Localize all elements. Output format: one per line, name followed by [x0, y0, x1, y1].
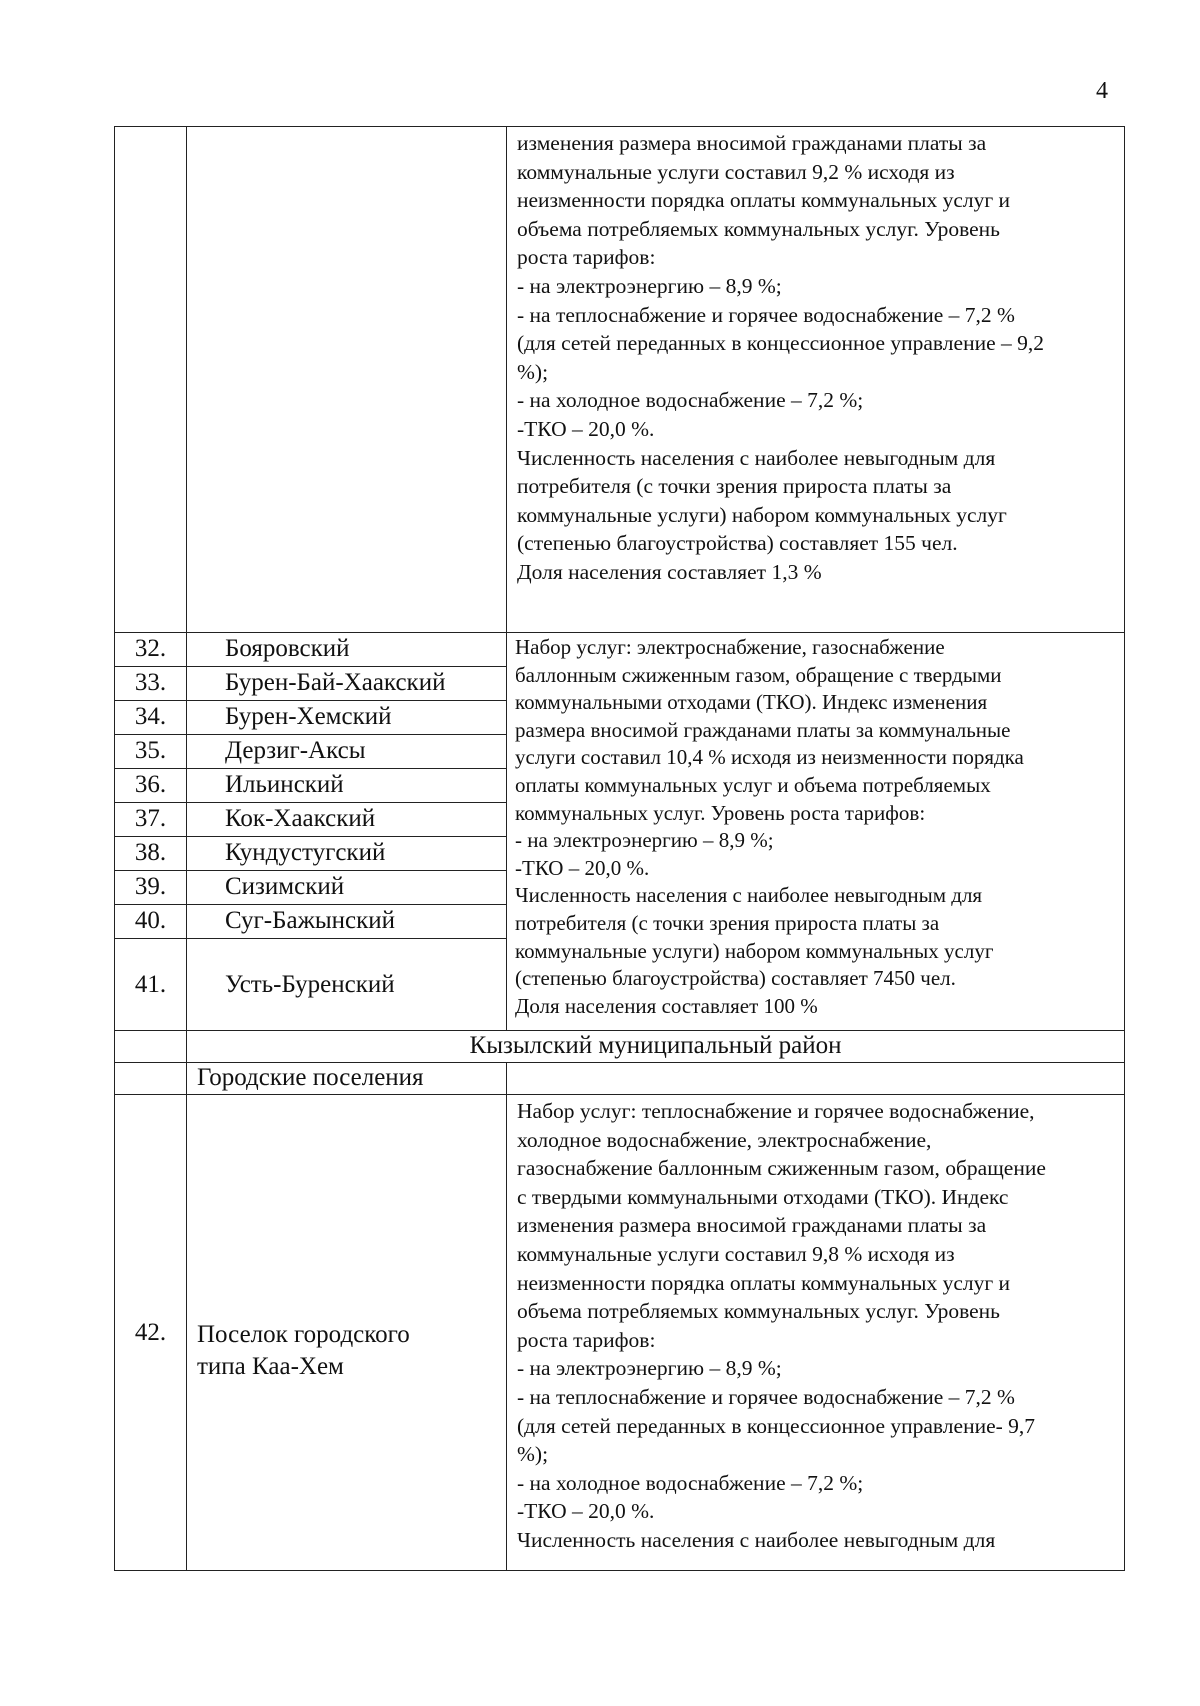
text-line: - на электроэнергию – 8,9 %;: [517, 273, 782, 298]
text-line: оплаты коммунальных услуг и объема потребляемых: [515, 772, 991, 797]
text-line: (для сетей переданных в концессионное управление – 9,2: [517, 331, 1045, 356]
settlement-name: Кок-Хаакский: [187, 803, 507, 837]
text-line: изменения размера вносимой гражданами платы за: [517, 131, 987, 155]
cell-empty-description: [507, 1063, 1125, 1095]
cell-empty-number: [115, 1063, 187, 1095]
settlement-name: Ильинский: [187, 769, 507, 803]
text-line: коммунальными отходами (ТКО). Индекс изменения: [515, 690, 988, 715]
name-line: Поселок городского: [197, 1321, 410, 1348]
text-line: коммунальные услуги составил 9,2 % исходя из: [517, 159, 955, 184]
page-number: 4: [1096, 78, 1108, 104]
tariff-table: [114, 126, 1125, 1571]
row-number: 32.: [115, 633, 187, 667]
row-number: 34.: [115, 701, 187, 735]
text-line: коммунальные услуги) набором коммунальных услуг: [517, 502, 1007, 527]
text-line: %);: [517, 359, 549, 384]
cell-empty-number: [115, 127, 187, 633]
settlement-name: Бурен-Хемский: [187, 701, 507, 735]
text-line: роста тарифов:: [517, 1327, 656, 1352]
name-line: типа Каа-Хем: [197, 1353, 344, 1380]
settlement-name: [187, 1095, 507, 1571]
settlement-name: Кундустугский: [187, 837, 507, 871]
text-line: (степенью благоустройства) составляет 155 чел.: [517, 531, 958, 556]
text-line: изменения размера вносимой гражданами платы за: [517, 1213, 987, 1238]
text-line: - на холодное водоснабжение – 7,2 %;: [517, 1470, 864, 1495]
text-line: -ТКО – 20,0 %.: [517, 1499, 655, 1524]
text-line: потребителя (с точки зрения прироста платы за: [517, 474, 952, 499]
row42-description: [507, 1095, 1125, 1571]
row-number: 33.: [115, 667, 187, 701]
text-line: баллонным сжиженным газом, обращение с твердыми: [515, 662, 1002, 687]
row-number: 38.: [115, 837, 187, 871]
row-number: 36.: [115, 769, 187, 803]
text-line: размера вносимой гражданами платы за коммунальные: [515, 717, 1011, 742]
cell-empty-number: [115, 1031, 187, 1063]
section-heading: Городские поселения: [187, 1063, 507, 1095]
row-number: 39.: [115, 871, 187, 905]
text-line: Доля населения составляет 100 %: [515, 993, 818, 1018]
settlement-name: Дерзиг-Аксы: [187, 735, 507, 769]
settlement-name: Бояровский: [187, 633, 507, 667]
table-row: [115, 633, 1125, 667]
text-line: коммунальные услуги) набором коммунальных услуг: [515, 938, 994, 963]
text-line: (для сетей переданных в концессионное управление- 9,7: [517, 1413, 1036, 1438]
text-line: газоснабжение баллонным сжиженным газом, обращение: [517, 1156, 1046, 1181]
text-line: (степенью благоустройства) составляет 7450 чел.: [515, 966, 956, 991]
row-number: 37.: [115, 803, 187, 837]
group-description: [507, 633, 1125, 1031]
cell-empty-name: [187, 127, 507, 633]
text-line: коммунальные услуги составил 9,8 % исходя из: [517, 1241, 955, 1266]
settlement-name: Усть-Буренский: [187, 939, 507, 1031]
text-line: холодное водоснабжение, электроснабжение,: [517, 1127, 932, 1152]
text-line: Доля населения составляет 1,3 %: [517, 559, 822, 584]
text-line: Численность населения с наиболее невыгодным для: [517, 1527, 996, 1552]
text-line: неизменности порядка оплаты коммунальных услуг и: [517, 1270, 1011, 1295]
settlement-name: Сизимский: [187, 871, 507, 905]
settlement-name: Бурен-Бай-Хаакский: [187, 667, 507, 701]
table-row-continuation: [115, 127, 1125, 633]
text-line: - на электроэнергию – 8,9 %;: [515, 828, 774, 853]
text-line: Набор услуг: электроснабжение, газоснабжение: [515, 635, 945, 659]
text-line: Набор услуг: теплоснабжение и горячее водоснабжение,: [517, 1099, 1035, 1123]
text-line: объема потребляемых коммунальных услуг. Уровень: [517, 1299, 1000, 1324]
text-line: -ТКО – 20,0 %.: [515, 855, 650, 880]
text-line: - на теплоснабжение и горячее водоснабжение – 7,2 %: [517, 302, 1015, 327]
text-line: коммунальных услуг. Уровень роста тарифов:: [515, 800, 926, 825]
text-line: потребителя (с точки зрения прироста платы за: [515, 910, 940, 935]
row-number: 35.: [115, 735, 187, 769]
settlement-name: Суг-Бажынский: [187, 905, 507, 939]
continuation-description: [507, 127, 1125, 633]
table-row-district: [115, 1031, 1125, 1063]
text-line: - на холодное водоснабжение – 7,2 %;: [517, 388, 864, 413]
district-heading: Кызылский муниципальный район: [187, 1031, 1125, 1063]
text-line: с твердыми коммунальными отходами (ТКО). Индекс: [517, 1184, 1009, 1209]
text-line: - на электроэнергию – 8,9 %;: [517, 1356, 782, 1381]
table-row: [115, 1095, 1125, 1571]
text-line: услуги составил 10,4 % исходя из неизменности порядка: [515, 745, 1024, 770]
text-line: %);: [517, 1442, 549, 1467]
row-number: 40.: [115, 905, 187, 939]
text-line: Численность населения с наиболее невыгодным для: [517, 445, 996, 470]
row-number: 42.: [115, 1095, 187, 1571]
row-number: 41.: [115, 939, 187, 1031]
text-line: -ТКО – 20,0 %.: [517, 416, 655, 441]
table-row-section: [115, 1063, 1125, 1095]
text-line: - на теплоснабжение и горячее водоснабжение – 7,2 %: [517, 1384, 1015, 1409]
text-line: неизменности порядка оплаты коммунальных услуг и: [517, 188, 1011, 213]
text-line: объема потребляемых коммунальных услуг. Уровень: [517, 216, 1000, 241]
text-line: роста тарифов:: [517, 245, 656, 270]
text-line: Численность населения с наиболее невыгодным для: [515, 883, 983, 908]
